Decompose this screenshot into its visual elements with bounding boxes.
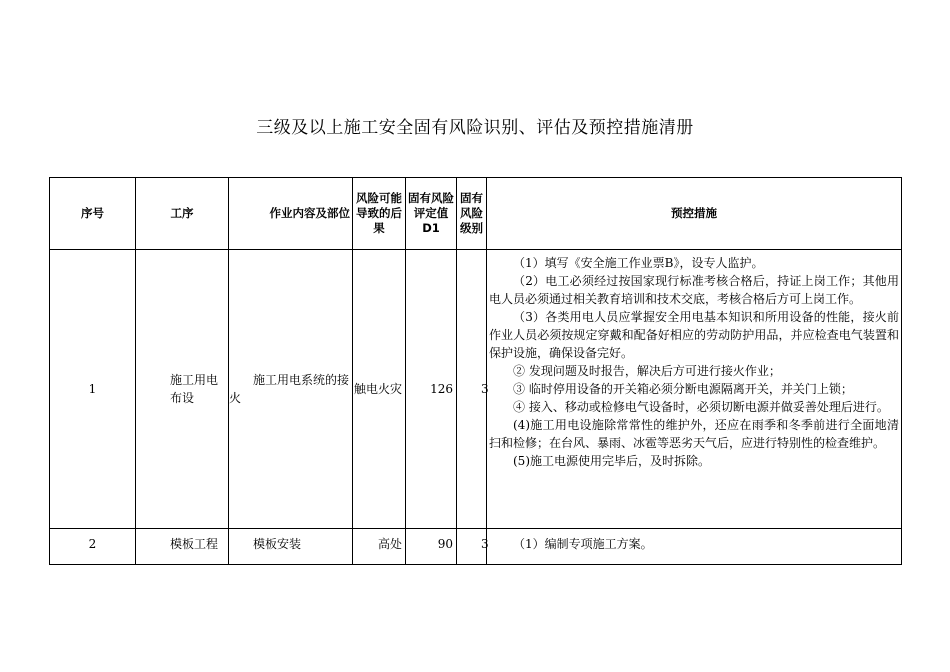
row-measures (487, 529, 902, 565)
measure-item: (5)施工电源使用完毕后，及时拆除。 (513, 454, 710, 468)
row-seq: 1 (50, 250, 136, 529)
row-process: 施工用电布设 (136, 250, 229, 529)
header-level: 固有风险级别 (457, 178, 487, 250)
header-process: 工序 (136, 178, 229, 250)
row-result: 触电火灾 (353, 250, 406, 529)
row-work: 施工用电系统的接火 (229, 250, 353, 529)
row-process: 模板工程 (136, 529, 229, 565)
row-value: 90 (406, 529, 457, 565)
measure-item: ④ 接入、移动或检修电气设备时，必须切断电源并做妥善处理后进行。 (513, 400, 889, 414)
measure-item: （1）编制专项施工方案。 (513, 537, 653, 551)
row-seq: 2 (50, 529, 136, 565)
measure-item: （1）填写《安全施工作业票B》，设专人监护。 (513, 256, 764, 270)
header-result: 风险可能导致的后果 (353, 178, 406, 250)
document-title: 三级及以上施工安全固有风险识别、评估及预控措施清册 (256, 118, 694, 138)
measure-item: ② 发现问题及时报告，解决后方可进行接火作业； (513, 364, 781, 378)
measure-item: （2）电工必须经过按国家现行标准考核合格后，持证上岗工作；其他用电人员必须通过相关教育培训和技术交底，考核合格后方可上岗工作。 (489, 274, 899, 306)
header-measures: 预控措施 (487, 178, 902, 250)
header-work: 作业内容及部位 (229, 178, 353, 250)
row-level: 3 (457, 250, 487, 529)
table-row (50, 529, 902, 565)
row-level: 3 (457, 529, 487, 565)
risk-table (49, 177, 902, 565)
row-result: 高处 (353, 529, 406, 565)
table-row (50, 250, 902, 529)
row-work: 模板安装 (229, 529, 353, 565)
measure-item: （3）各类用电人员应掌握安全用电基本知识和所用设备的性能，接火前作业人员必须按规定穿戴和配备好相应的劳动防护用品，并应检查电气装置和保护设施，确保设备完好。 (489, 310, 899, 360)
measure-item: ③ 临时停用设备的开关箱必须分断电源隔离开关，并关门上锁； (513, 382, 853, 396)
header-seq: 序号 (50, 178, 136, 250)
measure-item: (4)施工用电设施除常常性的维护外，还应在雨季和冬季前进行全面地清扫和检修；在台风、暴雨、冰雹等恶劣天气后，应进行特别性的检查维护。 (489, 418, 899, 450)
row-measures (487, 250, 902, 529)
table-header-row (50, 178, 902, 250)
header-value: 固有风险评定值D1 (406, 178, 457, 250)
row-value: 126 (406, 250, 457, 529)
